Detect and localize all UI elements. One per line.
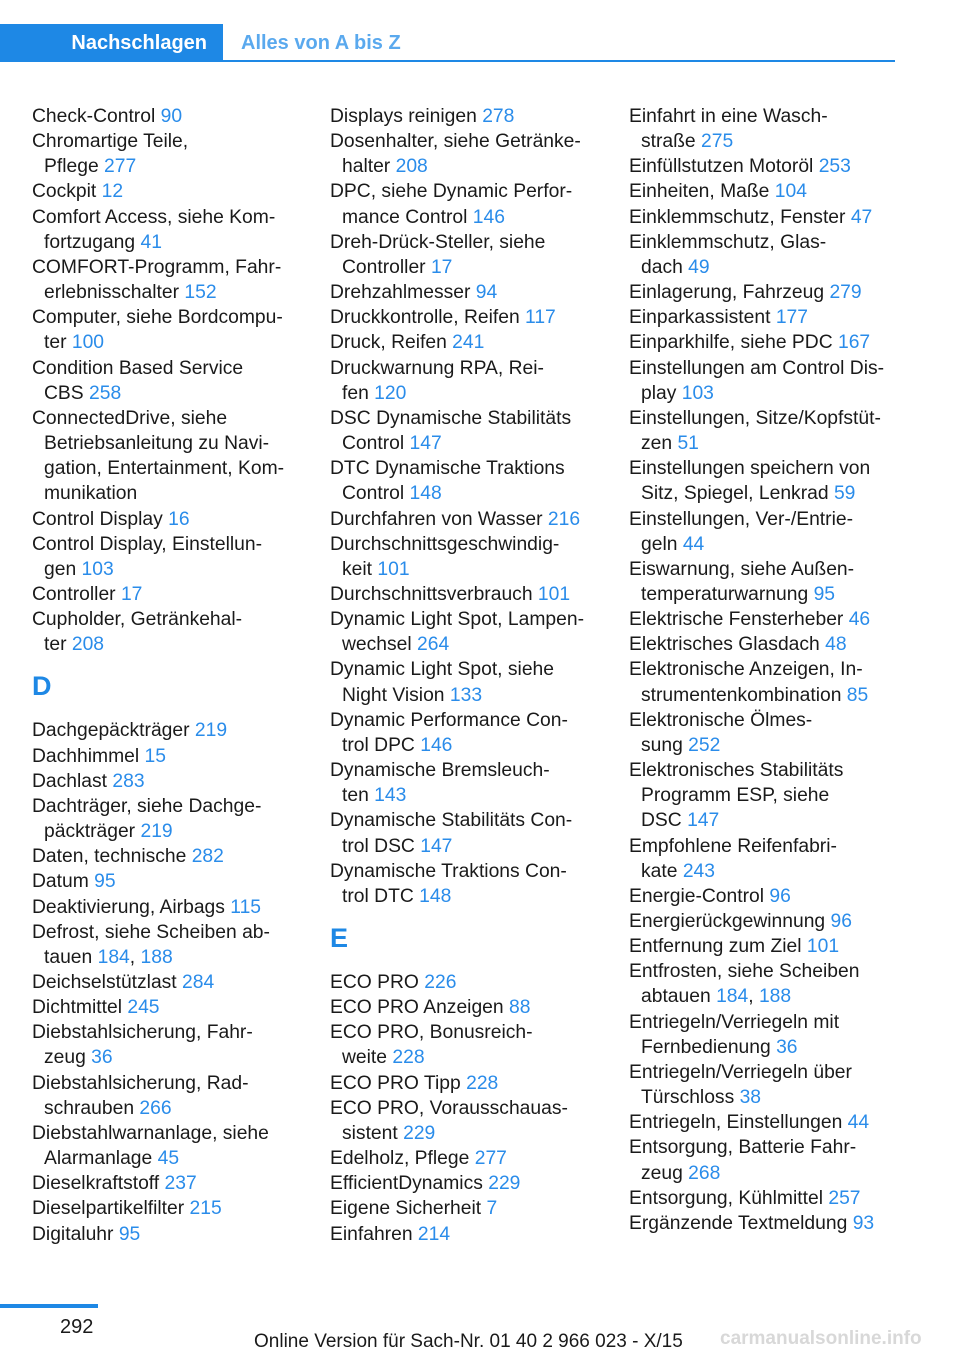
index-term: Entriegeln/Verriegeln über Türschloss: [629, 1061, 852, 1109]
page-link[interactable]: 88: [508, 997, 531, 1019]
index-term: Elektrische Fensterheber: [629, 609, 849, 631]
index-term: Einstellungen speichern von Sitz, Spiegel, Lenkrad: [629, 458, 871, 505]
index-term: ECO PRO, Vorausschauas- sistent: [330, 1097, 568, 1144]
page-link[interactable]: 147: [420, 835, 453, 857]
index-entry: [629, 1110, 909, 1135]
header-divider: [0, 60, 895, 62]
page-link[interactable]: 188: [140, 946, 173, 968]
index-term: Edelholz, Pflege: [330, 1148, 475, 1170]
index-entry: [330, 330, 610, 355]
index-entry: [629, 934, 909, 959]
page-link[interactable]: 229: [403, 1122, 436, 1144]
index-term: Einstellungen, Ver-/Entrie- geln: [629, 508, 853, 555]
index-term: Deichselstützlast: [32, 972, 183, 993]
index-entry: [32, 744, 312, 769]
index-term: Durchschnittsgeschwindig- keit: [330, 533, 560, 580]
index-entry: [330, 356, 610, 406]
index-entry: [330, 1171, 610, 1196]
index-term: Control Display, Einstellun- gen: [32, 533, 263, 580]
index-term: ECO PRO, Bonusreich- weite: [330, 1022, 533, 1069]
page-link[interactable]: 95: [94, 871, 116, 893]
page-link[interactable]: 253: [818, 156, 851, 178]
index-term: Einparkassistent: [629, 307, 776, 329]
index-term: Displays reinigen: [330, 106, 483, 127]
index-entry: [32, 356, 312, 406]
index-term: ECO PRO Anzeigen: [330, 997, 509, 1019]
index-term: DSC Dynamische Stabilitäts Control: [330, 407, 572, 455]
page-link[interactable]: 103: [81, 558, 114, 580]
index-term: Deaktivierung, Airbags: [32, 896, 231, 918]
page-link[interactable]: 147: [687, 810, 720, 832]
page-link[interactable]: 228: [392, 1047, 425, 1069]
index-entry: [330, 230, 610, 280]
index-term: Dosenhalter, siehe Getränke- halter: [330, 131, 581, 178]
index-entry: [629, 632, 909, 657]
index-entry: [330, 758, 610, 808]
index-entry: [32, 406, 312, 507]
index-entry: [629, 280, 909, 305]
index-term: Elektronische Anzeigen, In- strumentenkombination: [629, 659, 863, 706]
page-link[interactable]: 243: [682, 860, 715, 882]
index-entry: [629, 104, 909, 154]
page-link[interactable]: 229: [488, 1173, 521, 1195]
page-link[interactable]: 95: [813, 583, 836, 605]
index-entry: [32, 794, 312, 844]
index-term: Durchschnittsverbrauch: [330, 583, 538, 605]
page-link[interactable]: 38: [739, 1087, 762, 1109]
index-entry: [330, 129, 610, 179]
page-link[interactable]: 245: [127, 997, 160, 1019]
index-entry: [629, 507, 909, 557]
index-entry: [330, 808, 610, 858]
index-term: Einstellungen am Control Dis- play: [629, 357, 885, 404]
index-term: Controller: [32, 583, 121, 605]
index-entry: [629, 959, 909, 1009]
page-separator: ,: [748, 986, 759, 1008]
index-entry: [629, 330, 909, 355]
page-link[interactable]: 101: [806, 936, 840, 958]
page-link[interactable]: 16: [168, 508, 190, 530]
index-term: Dynamic Performance Con- trol DPC: [330, 709, 568, 756]
index-entry: [629, 1135, 909, 1185]
index-column-2: [330, 104, 610, 1247]
page-link[interactable]: 90: [160, 106, 183, 127]
page-link[interactable]: 148: [419, 885, 452, 907]
page-link[interactable]: 275: [701, 131, 734, 153]
page-link[interactable]: 36: [776, 1036, 798, 1058]
index-term: Computer, siehe Bordcompu- ter: [32, 307, 283, 354]
index-entry: [629, 834, 909, 884]
online-version-note: Online Version für Sach-Nr. 01 40 2 966 023 - X/15: [254, 1331, 683, 1352]
page-link[interactable]: 44: [847, 1112, 870, 1134]
index-term: Condition Based Service CBS: [32, 357, 244, 404]
index-term: Dachträger, siehe Dachge- päckträger: [32, 795, 262, 843]
index-entry: [330, 859, 610, 909]
index-term: Druck, Reifen: [330, 332, 453, 354]
index-column-3: [629, 104, 909, 1236]
index-entry: [32, 1171, 312, 1196]
index-entry: [32, 920, 312, 970]
index-term: Entsorgung, Batterie Fahr- zeug: [629, 1137, 857, 1184]
page-link[interactable]: 283: [112, 770, 145, 792]
index-entry: [330, 607, 610, 657]
page-link[interactable]: 148: [409, 483, 442, 505]
index-entry: [629, 230, 909, 280]
index-term: Cupholder, Getränkehal- ter: [32, 609, 243, 656]
page-link[interactable]: 15: [144, 745, 166, 767]
page-link[interactable]: 184: [97, 946, 130, 968]
index-entry: [330, 532, 610, 582]
page-link[interactable]: 59: [833, 483, 856, 505]
index-term: Druckkontrolle, Reifen: [330, 307, 526, 329]
index-term: Daten, technische: [32, 846, 192, 868]
page-link[interactable]: 7: [486, 1198, 498, 1220]
page-link[interactable]: 279: [829, 282, 862, 304]
index-entry: [330, 1196, 610, 1221]
index-entry: [330, 507, 610, 532]
index-term: Entfernung zum Ziel: [629, 936, 807, 958]
page-link[interactable]: 228: [466, 1072, 499, 1094]
index-entry: [32, 179, 312, 204]
index-term: Check-Control: [32, 106, 161, 127]
index-entry: [32, 507, 312, 532]
index-entry: [330, 1222, 610, 1247]
page-link[interactable]: 214: [417, 1223, 451, 1245]
index-term: Chromartige Teile, Pflege: [32, 131, 189, 178]
index-entry: [629, 1060, 909, 1110]
page-link[interactable]: 241: [452, 332, 485, 354]
index-term: DPC, siehe Dynamic Perfor- mance Control: [330, 181, 573, 228]
index-term: Empfohlene Reifenfabri- kate: [629, 835, 837, 882]
index-entry: [32, 1121, 312, 1171]
index-term: Diebstahlsicherung, Fahr- zeug: [32, 1022, 253, 1069]
page-link[interactable]: 208: [395, 156, 428, 178]
index-term: Entriegeln/Verriegeln mit Fernbedienung: [629, 1011, 840, 1058]
index-entry: [32, 104, 312, 129]
index-term: Einheiten, Maße: [629, 181, 775, 203]
footer-accent-bar: [0, 1304, 98, 1308]
index-term: Defrost, siehe Scheiben ab- tauen: [32, 921, 270, 968]
page-link[interactable]: 101: [377, 558, 410, 580]
index-entry: [330, 1146, 610, 1171]
index-entry: [32, 869, 312, 894]
index-term: Entsorgung, Kühlmittel: [629, 1187, 829, 1209]
index-entry: [330, 657, 610, 707]
index-entry: [32, 582, 312, 607]
index-term: Diebstahlsicherung, Rad- schrauben: [32, 1072, 249, 1119]
page-link[interactable]: 215: [189, 1198, 222, 1220]
index-entry: [330, 1096, 610, 1146]
page-link[interactable]: 104: [774, 181, 807, 203]
page-link[interactable]: 48: [825, 634, 847, 656]
page-link[interactable]: 257: [828, 1187, 861, 1209]
page-number: 292: [60, 1316, 94, 1338]
page-link[interactable]: 226: [424, 972, 457, 993]
page-link[interactable]: 44: [682, 533, 705, 555]
index-entry: [629, 884, 909, 909]
index-entry: [629, 456, 909, 506]
page-link[interactable]: 51: [677, 433, 699, 455]
index-term: Ergänzende Textmeldung: [629, 1212, 853, 1234]
index-entry: [32, 970, 312, 995]
index-entry: [330, 1071, 610, 1096]
page-link[interactable]: 49: [688, 256, 710, 278]
index-entry: [629, 356, 909, 406]
section-letter: D: [32, 671, 52, 702]
page-link[interactable]: 268: [688, 1162, 721, 1184]
index-term: EfficientDynamics: [330, 1173, 489, 1195]
index-term: Cockpit: [32, 181, 102, 203]
index-term: Dichtmittel: [32, 997, 128, 1019]
index-term: Einklemmschutz, Glas- dach: [629, 231, 827, 278]
page-link[interactable]: 237: [164, 1173, 197, 1195]
index-term: Eigene Sicherheit: [330, 1198, 487, 1220]
page-link[interactable]: 45: [157, 1148, 180, 1170]
index-term: ECO PRO: [330, 972, 425, 993]
index-term: Drehzahlmesser: [330, 282, 476, 304]
index-term: Diebstahlwarnanlage, siehe Alarmanlage: [32, 1122, 269, 1170]
index-term: Dieselkraftstoff: [32, 1173, 165, 1195]
index-entry: [32, 255, 312, 305]
index-term: Energierückgewinnung: [629, 911, 831, 932]
page-link[interactable]: 17: [430, 256, 453, 278]
index-term: Digitaluhr: [32, 1223, 119, 1245]
index-term: Dynamic Light Spot, Lampen- wechsel: [330, 609, 584, 656]
index-entry: [330, 179, 610, 229]
page-link[interactable]: 216: [547, 508, 581, 530]
index-entry: [32, 718, 312, 743]
page-link[interactable]: 219: [140, 821, 173, 843]
index-term: Elektronische Ölmes- sung: [629, 709, 813, 756]
index-entry: [32, 1222, 312, 1247]
index-entry: [32, 305, 312, 355]
page-link[interactable]: 12: [101, 181, 124, 203]
page-link[interactable]: 284: [182, 972, 215, 993]
index-entry: [32, 205, 312, 255]
index-term: Einfahren: [330, 1223, 418, 1245]
index-entry: [629, 1211, 909, 1236]
page-link[interactable]: 133: [449, 684, 483, 706]
page-link[interactable]: 264: [417, 634, 450, 656]
page-link[interactable]: 95: [118, 1223, 141, 1245]
index-entry: [629, 1186, 909, 1211]
page-link[interactable]: 282: [191, 846, 224, 868]
index-term: Dachlast: [32, 770, 113, 792]
index-entry: [330, 708, 610, 758]
page-link[interactable]: 100: [71, 332, 105, 354]
index-term: Elektronisches Stabilitäts Programm ESP, siehe DSC: [629, 760, 844, 832]
page-link[interactable]: 36: [91, 1047, 113, 1069]
index-entry: [629, 607, 909, 632]
index-entry: [629, 758, 909, 833]
page-link[interactable]: 103: [681, 382, 714, 404]
page-link[interactable]: 277: [474, 1148, 507, 1170]
index-term: Einparkhilfe, siehe PDC: [629, 332, 838, 354]
page-link[interactable]: 115: [230, 896, 262, 918]
page-link[interactable]: 278: [482, 106, 515, 127]
page-link[interactable]: 277: [104, 156, 137, 178]
index-entry: [629, 305, 909, 330]
page-link[interactable]: 120: [374, 382, 407, 404]
index-entry: [32, 1071, 312, 1121]
page-link[interactable]: 208: [71, 634, 105, 656]
page-link[interactable]: 177: [775, 307, 808, 329]
index-term: Datum: [32, 871, 95, 893]
index-term: Energie-Control: [629, 885, 770, 907]
index-entry: [330, 406, 610, 456]
index-term: Dieselpartikelfilter: [32, 1198, 190, 1220]
index-entry: [629, 708, 909, 758]
page-link[interactable]: 101: [537, 583, 571, 605]
index-entry: [330, 305, 610, 330]
tab-nachschlagen[interactable]: Nachschlagen: [0, 24, 223, 62]
page-link[interactable]: 258: [89, 382, 122, 404]
index-term: ECO PRO Tipp: [330, 1072, 467, 1094]
index-entry: [330, 104, 610, 129]
page-link[interactable]: 219: [194, 720, 228, 742]
index-entry: [32, 769, 312, 794]
page-link[interactable]: 143: [374, 785, 407, 807]
index-term: Dynamic Light Spot, siehe Night Vision: [330, 659, 554, 706]
index-entry: [629, 657, 909, 707]
index-term: Druckwarnung RPA, Rei- fen: [330, 357, 544, 404]
page-link[interactable]: 167: [837, 332, 871, 354]
index-term: Dynamische Traktions Con- trol DTC: [330, 860, 567, 907]
page-link[interactable]: 152: [184, 282, 217, 304]
index-term: Comfort Access, siehe Kom- fortzugang: [32, 206, 276, 253]
page-link[interactable]: 85: [846, 684, 869, 706]
index-entry: [32, 532, 312, 582]
index-entry: [629, 406, 909, 456]
index-term: Control Display: [32, 508, 169, 530]
index-entry: [330, 995, 610, 1020]
index-term: Einfüllstutzen Motoröl: [629, 156, 819, 178]
index-entry: [629, 557, 909, 607]
page-link[interactable]: 41: [140, 231, 162, 253]
index-term: Elektrisches Glasdach: [629, 634, 826, 656]
index-term: DTC Dynamische Traktions Control: [330, 458, 565, 505]
page-link[interactable]: 184: [716, 986, 749, 1008]
page-link[interactable]: 96: [830, 911, 852, 932]
index-entry: [32, 844, 312, 869]
index-term: COMFORT-Programm, Fahr- erlebnisschalter: [32, 256, 282, 304]
page-link[interactable]: 252: [688, 734, 721, 756]
index-entry: [629, 179, 909, 204]
index-entry: [330, 280, 610, 305]
index-entry: [32, 129, 312, 179]
index-entry: [629, 909, 909, 934]
page-link[interactable]: 146: [472, 206, 505, 228]
tab-alles-von-a-bis-z[interactable]: Alles von A bis Z: [241, 31, 401, 54]
page-link[interactable]: 188: [758, 986, 792, 1008]
index-term: Entfrosten, siehe Scheiben abtauen: [629, 961, 860, 1008]
index-term: Entriegeln, Einstellungen: [629, 1112, 848, 1134]
index-entry: [629, 205, 909, 230]
index-entry: [629, 154, 909, 179]
page-separator: ,: [129, 946, 141, 968]
index-term: Dynamische Bremsleuch- ten: [330, 760, 550, 807]
index-entry: [32, 895, 312, 920]
index-term: Dachgepäckträger: [32, 720, 195, 742]
index-term: Dreh-Drück-Steller, siehe Controller: [330, 231, 546, 278]
page-link[interactable]: 146: [420, 734, 453, 756]
page-link[interactable]: 46: [848, 609, 871, 631]
index-entry: [330, 970, 610, 995]
index-entry: [32, 1020, 312, 1070]
index-entry: [32, 1196, 312, 1221]
index-term: Einstellungen, Sitze/Kopfstüt- zen: [629, 407, 881, 455]
page-link[interactable]: 93: [852, 1212, 875, 1234]
index-entry: [32, 607, 312, 657]
section-letter: E: [330, 923, 349, 953]
page-link[interactable]: 147: [409, 433, 442, 455]
index-entry: [629, 1010, 909, 1060]
page-link[interactable]: 47: [850, 206, 873, 228]
index-term: Einklemmschutz, Fenster: [629, 206, 851, 228]
index-term: Einfahrt in eine Wasch- straße: [629, 106, 828, 153]
index-entry: [32, 995, 312, 1020]
index-entry: [330, 1020, 610, 1070]
index-term: Einlagerung, Fahrzeug: [629, 282, 830, 304]
page-link[interactable]: 17: [120, 583, 143, 605]
page-link[interactable]: 117: [525, 307, 556, 329]
watermark-logo: carmanualsonline.info: [720, 1328, 922, 1349]
page-link[interactable]: 266: [139, 1097, 172, 1119]
page-link[interactable]: 94: [475, 282, 498, 304]
index-term: Dynamische Stabilitäts Con- trol DSC: [330, 810, 573, 857]
page-link[interactable]: 96: [769, 885, 791, 907]
index-entry: [330, 456, 610, 506]
index-term: Eiswarnung, siehe Außen- temperaturwarnung: [629, 558, 855, 605]
index-entry: [330, 582, 610, 607]
index-term: ConnectedDrive, siehe Betriebsanleitung zu Navi- gation, Entertainment, Kom- munikation: [32, 407, 285, 505]
index-term: Dachhimmel: [32, 745, 145, 767]
index-term: Durchfahren von Wasser: [330, 508, 548, 530]
index-column-1: [32, 104, 312, 1247]
